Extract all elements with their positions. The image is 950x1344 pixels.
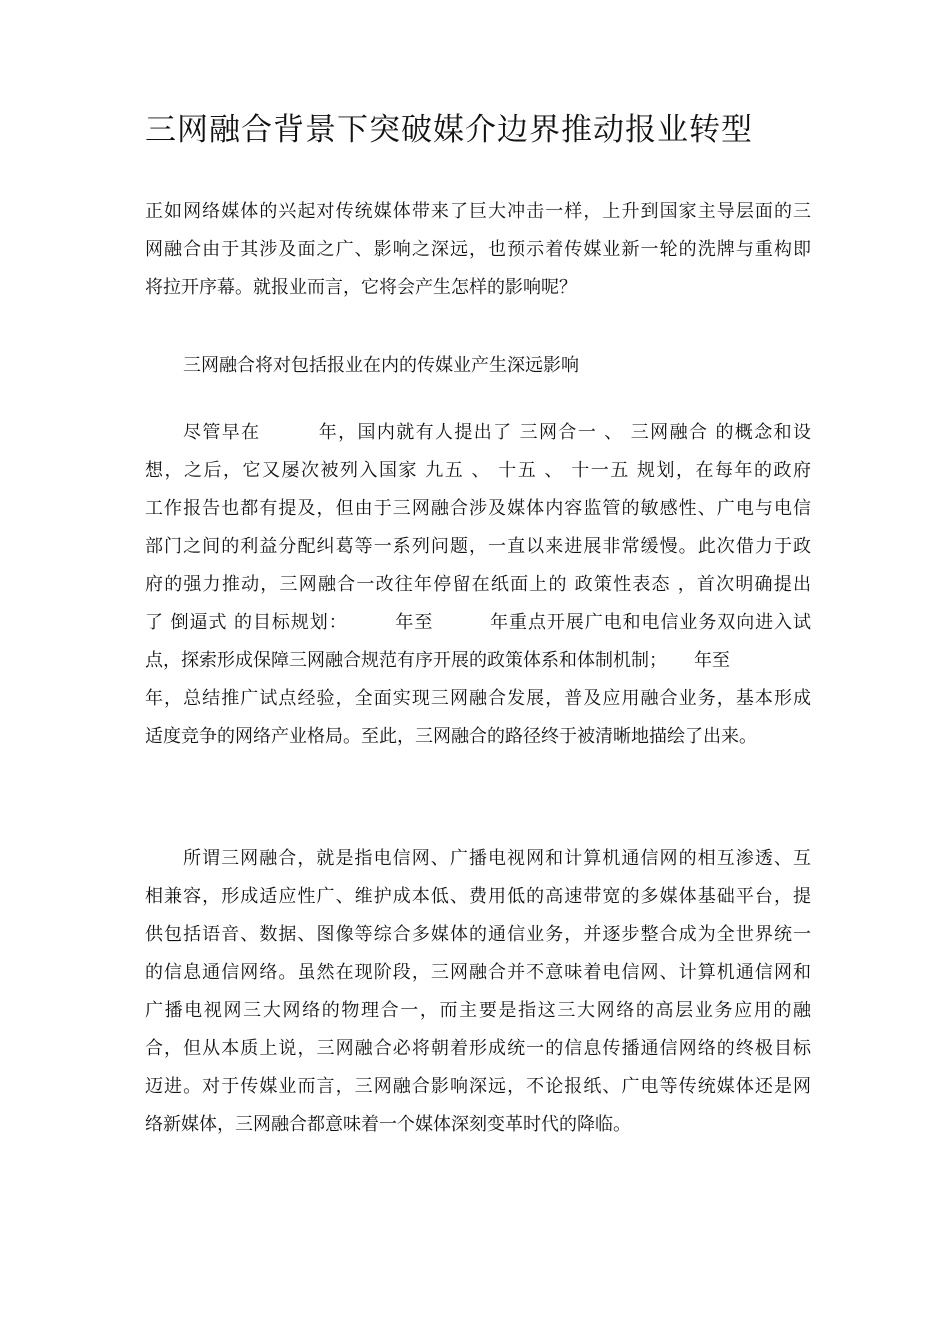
paragraph-line: 了 倒逼式 的目标规划： 年至 年重点开展广电和电信业务双向进入试 bbox=[145, 612, 811, 633]
section-heading-text: 三网融合将对包括报业在内的传媒业产生深远影响 bbox=[183, 355, 579, 376]
paragraph-line: 供包括语音、数据、图像等综合多媒体的通信业务，并逐步整合成为全世界统一 bbox=[145, 924, 811, 945]
section-heading bbox=[145, 347, 811, 385]
paragraph-line: 所谓三网融合，就是指电信网、广播电视网和计算机通信网的相互渗透、互 bbox=[183, 848, 811, 869]
paragraph-line: 尽管早在 年，国内就有人提出了 三网合一 、 三网融合 的概念和设 bbox=[183, 422, 811, 443]
paragraph-line: 正如网络媒体的兴起对传统媒体带来了巨大冲击一样，上升到国家主导层面的三 bbox=[145, 201, 811, 222]
paragraph-line: 广播电视网三大网络的物理合一，而主要是指这三大网络的高层业务应用的融 bbox=[145, 1000, 811, 1021]
paragraph-line: 工作报告也都有提及，但由于三网融合涉及媒体内容监管的敏感性、广电与电信 bbox=[145, 498, 811, 519]
paragraph-line: 想，之后，它又屡次被列入国家 九五 、 十五 、 十一五 规划，在每年的政府 bbox=[145, 460, 811, 481]
paragraph-line: 络新媒体，三网融合都意味着一个媒体深刻变革时代的降临。 bbox=[145, 1114, 631, 1135]
paragraph-line: 相兼容，形成适应性广、维护成本低、费用低的高速带宽的多媒体基础平台，提 bbox=[145, 886, 811, 907]
paragraph-line: 迈进。对于传媒业而言，三网融合影响深远，不论报纸、广电等传统媒体还是网 bbox=[145, 1076, 811, 1097]
paragraph-line: 部门之间的利益分配纠葛等一系列问题，一直以来进展非常缓慢。此次借力于政 bbox=[145, 536, 811, 557]
paragraph-history bbox=[145, 414, 811, 756]
document-title: 三网融合背景下突破媒介边界推动报业转型 bbox=[145, 112, 753, 148]
paragraph-line: 的信息通信网络。虽然在现阶段，三网融合并不意味着电信网、计算机通信网和 bbox=[145, 962, 811, 983]
paragraph-line: 合，但从本质上说，三网融合必将朝着形成统一的信息传播通信网络的终极目标 bbox=[145, 1038, 811, 1059]
paragraph-intro bbox=[145, 193, 811, 307]
paragraph-definition bbox=[145, 840, 811, 1144]
paragraph-line: 网融合由于其涉及面之广、影响之深远，也预示着传媒业新一轮的洗牌与重构即 bbox=[145, 239, 811, 260]
paragraph-line: 点，探索形成保障三网融合规范有序开展的政策体系和体制机制； 年至 bbox=[145, 650, 730, 671]
paragraph-line: 府的强力推动，三网融合一改往年停留在纸面上的 政策性表态 ，首次明确提出 bbox=[145, 574, 811, 595]
paragraph-line: 适度竞争的网络产业格局。至此，三网融合的路径终于被清晰地描绘了出来。 bbox=[145, 726, 757, 747]
paragraph-line: 年，总结推广试点经验，全面实现三网融合发展，普及应用融合业务，基本形成 bbox=[145, 688, 811, 709]
paragraph-line: 将拉开序幕。就报业而言，它将会产生怎样的影响呢？ bbox=[145, 277, 577, 298]
